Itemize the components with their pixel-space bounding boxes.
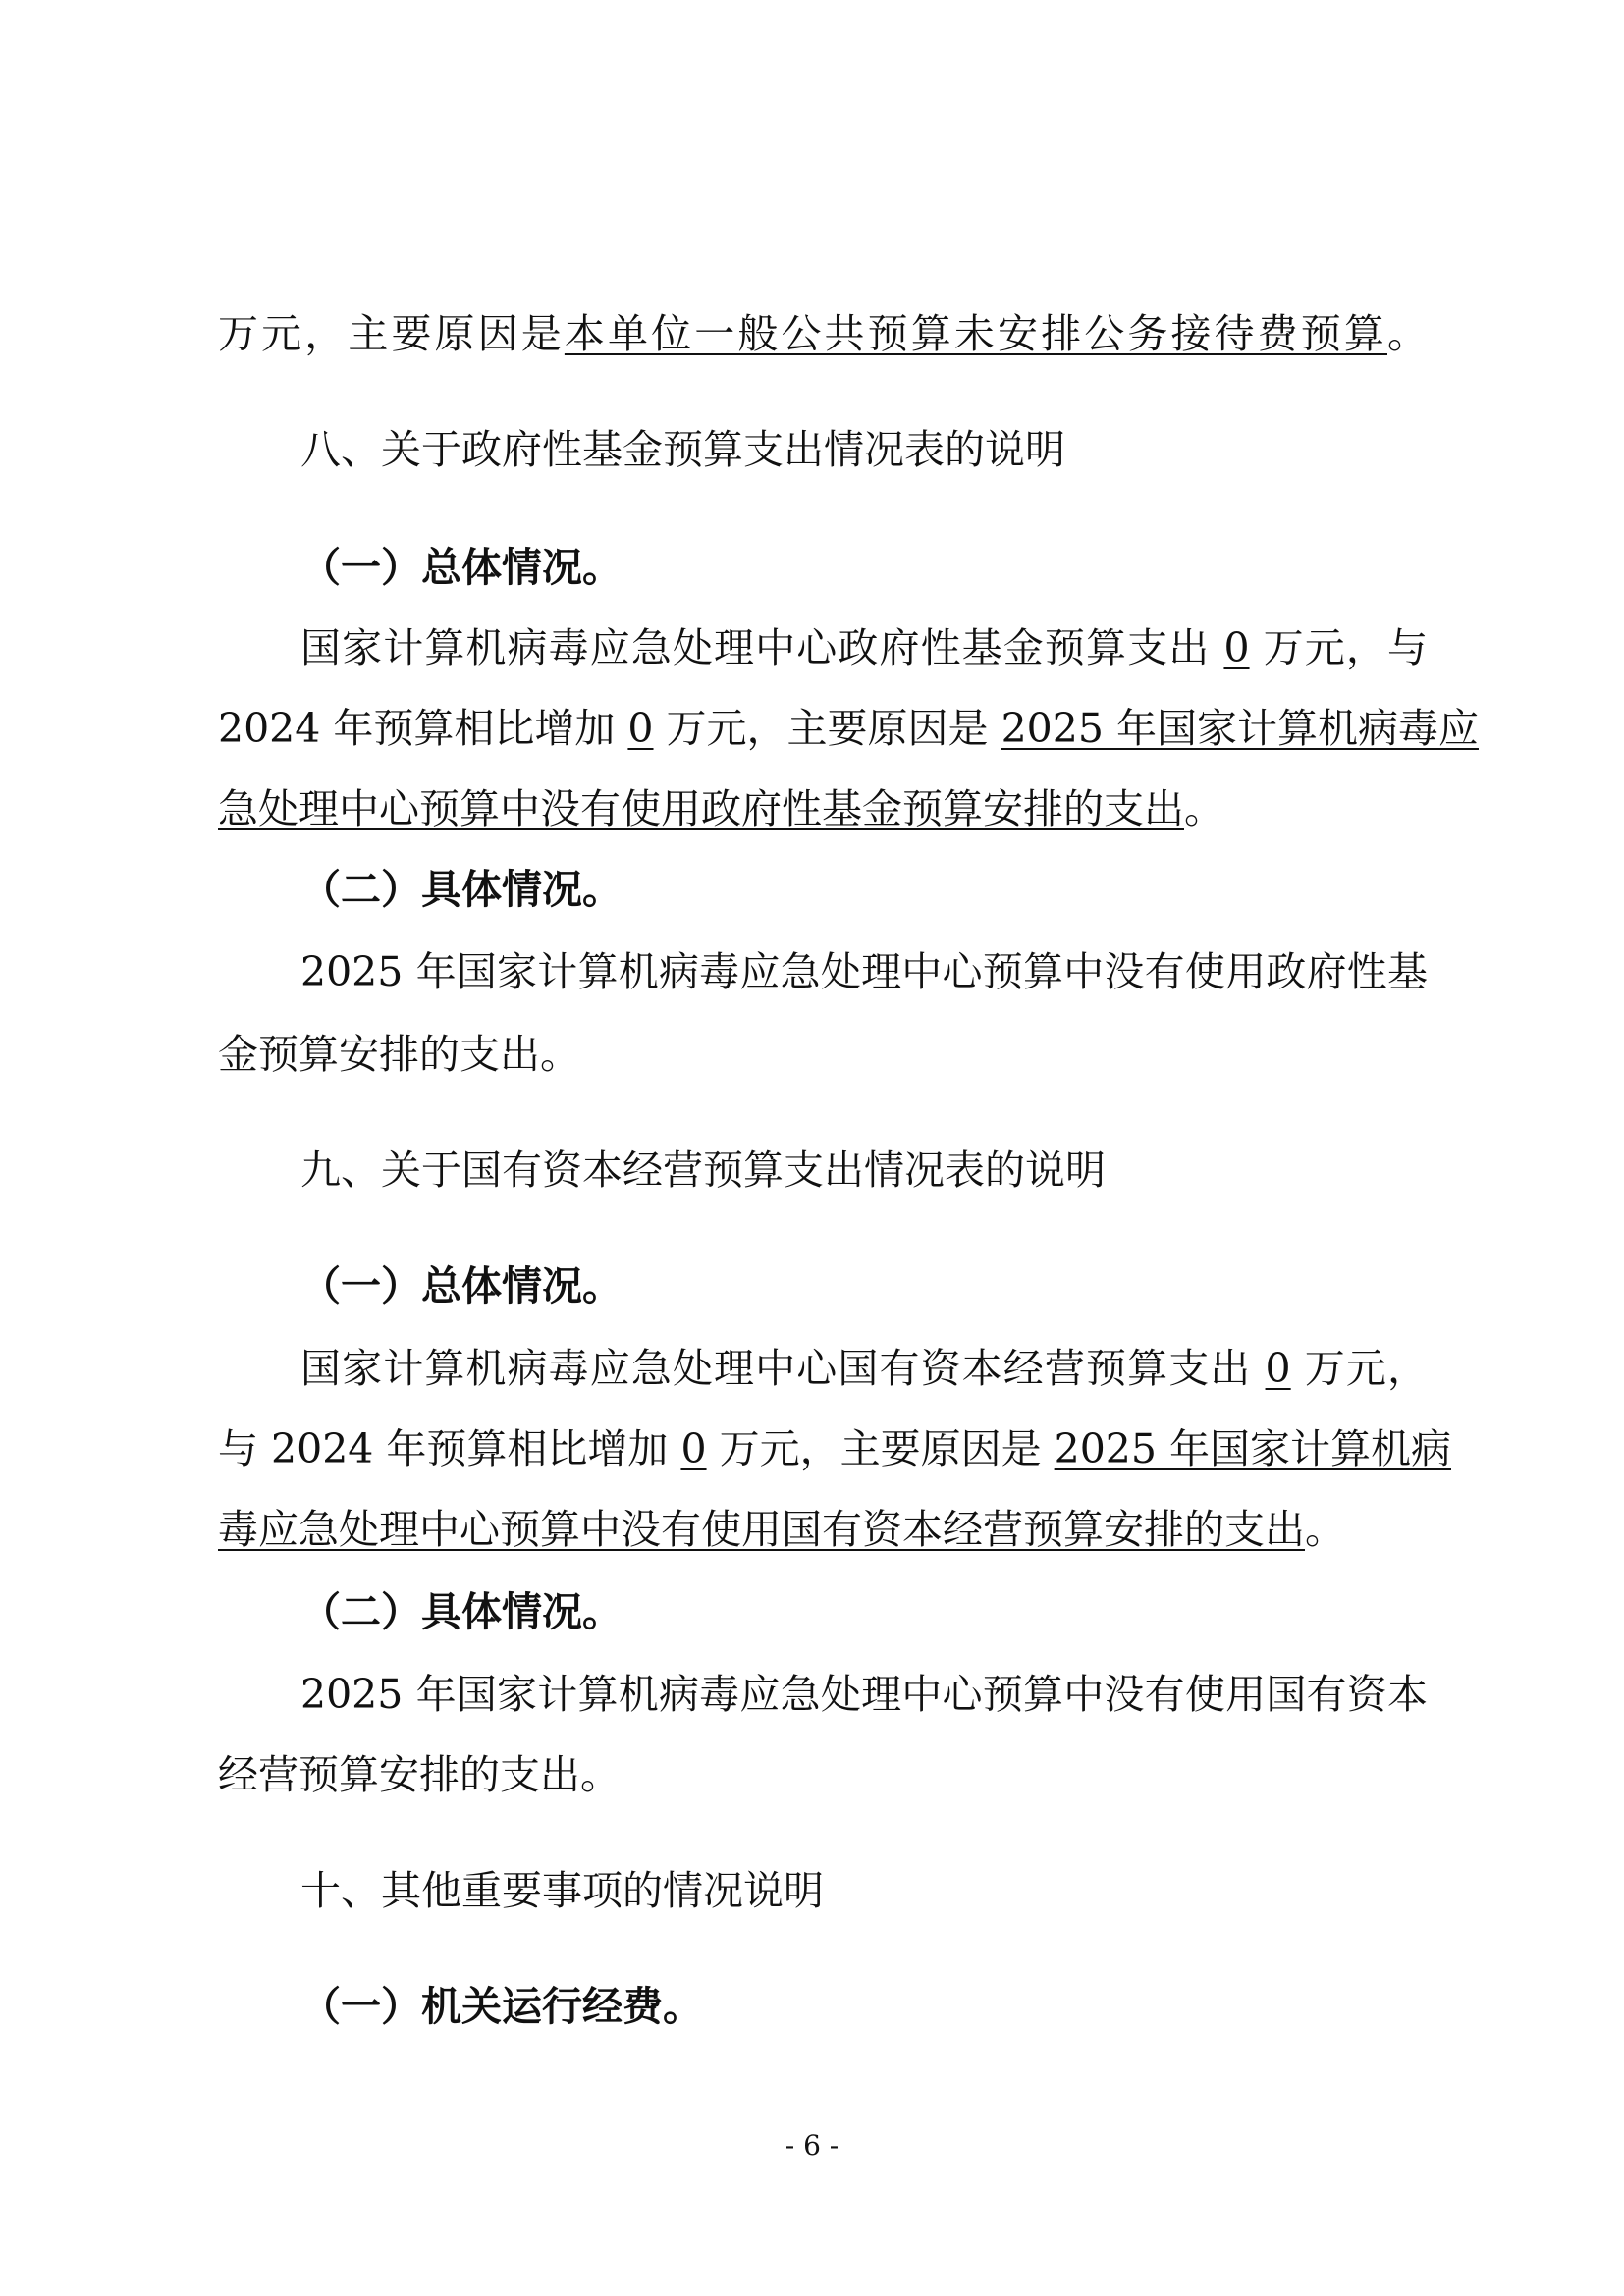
paragraph-line: 毒应急处理中心预算中没有使用国有资本经营预算安排的支出。 <box>218 1506 1345 1553</box>
text-line: 万元，主要原因是本单位一般公共预算未安排公务接待费预算。 <box>218 310 1428 357</box>
paragraph-line: 经营预算安排的支出。 <box>218 1751 621 1798</box>
paragraph-line: 与 2024 年预算相比增加 0 万元，主要原因是 2025 年国家计算机病 <box>218 1425 1451 1472</box>
paragraph-line: 金预算安排的支出。 <box>218 1031 580 1078</box>
paragraph-line: 2025 年国家计算机病毒应急处理中心预算中没有使用政府性基 <box>300 948 1428 995</box>
paragraph-line: 国家计算机病毒应急处理中心政府性基金预算支出 0 万元，与 <box>300 624 1428 671</box>
paragraph-line: 2024 年预算相比增加 0 万元，主要原因是 2025 年国家计算机病毒应 <box>218 705 1479 752</box>
subsection-heading: （二）具体情况。 <box>300 1588 623 1635</box>
subsection-heading: （一）总体情况。 <box>300 544 623 591</box>
paragraph-line: 2025 年国家计算机病毒应急处理中心预算中没有使用国有资本 <box>300 1671 1428 1718</box>
paragraph-line: 急处理中心预算中没有使用政府性基金预算安排的支出。 <box>218 785 1224 832</box>
section-heading-10: 十、其他重要事项的情况说明 <box>300 1867 824 1914</box>
subsection-heading: （一）机关运行经费。 <box>300 1983 703 2030</box>
section-heading-8: 八、关于政府性基金预算支出情况表的说明 <box>300 426 1065 473</box>
page-number: - 6 - <box>785 2129 839 2162</box>
subsection-heading: （一）总体情况。 <box>300 1262 623 1309</box>
subsection-heading: （二）具体情况。 <box>300 866 623 913</box>
underlined-reason: 本单位一般公共预算未安排公务接待费预算 <box>564 310 1387 357</box>
section-heading-9: 九、关于国有资本经营预算支出情况表的说明 <box>300 1147 1106 1194</box>
paragraph-line: 国家计算机病毒应急处理中心国有资本经营预算支出 0 万元， <box>300 1345 1428 1392</box>
